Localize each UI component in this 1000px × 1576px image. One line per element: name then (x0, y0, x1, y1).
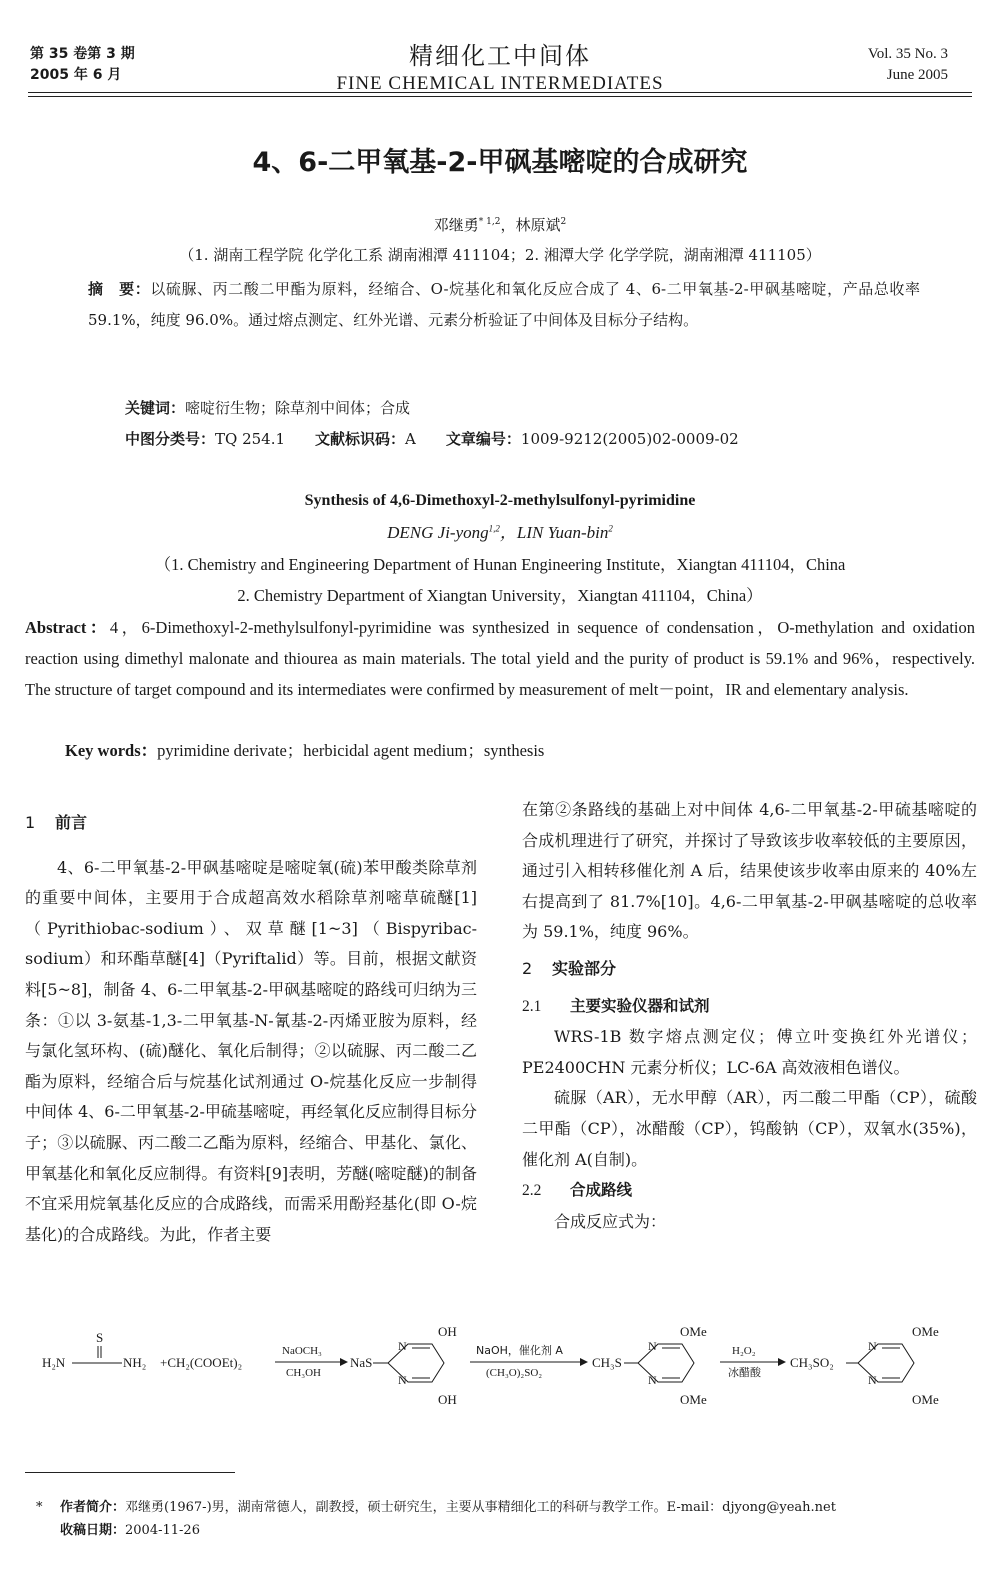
section-2-title: 实验部分 (552, 958, 617, 978)
author-1-en-affil: 1,2 (488, 523, 500, 534)
malonate-reagent: +CH₂(COOEt)₂ (160, 1355, 243, 1370)
reagents-paragraph: 硫脲（AR），无水甲醇（AR），丙二酸二甲酯（CP），硫酸二甲酯（CP），冰醋酸（CP），钨酸钠（CP），双氧水(35%)，催化剂 A(自制)。 (522, 1088, 977, 1169)
reagent-3-bottom: 冰醋酸 (728, 1366, 761, 1379)
reagent-1-bottom: CH₃OH (286, 1367, 322, 1379)
header-rule (28, 92, 972, 93)
section-1-paragraph: 4、6-二甲氧基-2-甲砜基嘧啶是嘧啶氧(硫)苯甲酸类除草剂的重要中间体，主要用于合成超高效水稻除草剂嘧草硫醚[1]（Pyrithiobac-sodium）、双草醚[1~3]（Bispyribac-sodium）和环酯草醚[4]（Pyriftalid）等。目前，根据文献资料[5~8]，制备 4、6-二甲氧基-2-甲砜基嘧啶的路线可归纳为三条：①以 3-氨基-1,3-二甲氧基-N-氰基-2-丙烯亚胺为原料，经与氯化氢环构、(硫)醚化、氧化后制得；②以硫脲、丙二酸二乙酯为原料，经缩合后与烷基化试剂通过 O-烷基化反应一步制得中间体 4、6-二甲氧基-2-甲硫基嘧啶，再经氧化反应制得目标分子；③以硫脲、丙二酸二乙酯为原料，经缩合、甲基化、氯化、甲氧基化和氧化反应制得。有资料[9]表明，芳醚(嘧啶醚)的制备不宜采用烷氧基化反应的合成路线，而需采用酚羟基化(即 O-烷基化)的合成路线。为此，作者主要 (25, 857, 477, 1244)
route-intro-paragraph: 合成反应式为： (554, 1211, 667, 1231)
keywords-cn-label: 关键词： (125, 399, 186, 417)
clc-value: TQ 254.1 (215, 430, 286, 448)
reaction-arrow-1-head (340, 1358, 348, 1366)
intermediate-2-bottom-group: OMe (680, 1392, 707, 1407)
subsection-2-2-heading (522, 1175, 977, 1207)
abstract-cn-text: 以硫脲、丙二酸二甲酯为原料，经缩合、O-烷基化和氧化反应合成了 4、6-二甲氧基-2-甲砜基嘧啶，产品总收率 59.1%，纯度 96.0%。通过熔点测定、红外光谱、元素分析验证了中间体及目标分子结构。 (88, 280, 920, 329)
instruments-paragraph: WRS-1B 数字熔点测定仪；傅立叶变换红外光谱仪；PE2400CHN 元素分析仪；LC-6A 高效液相色谱仪。 (522, 1027, 977, 1077)
volume-en: Vol. 35 No. 3 (867, 46, 948, 62)
keywords-en (65, 737, 544, 761)
authors-en (0, 518, 1000, 543)
header-right (868, 44, 948, 86)
affiliation-cn: （1. 湖南工程学院 化学化工系 湖南湘潭 411104；2. 湘潭大学 化学学院，湖南湘潭 411105） (179, 246, 821, 264)
abstract-en-text: 4，6-Dimethoxyl-2-methylsulfonyl-pyrimidine was synthesized in sequence of condensation，O-methylation and oxidation reaction using dimethyl malonate and thiourea as main materials. The total yield and the purity of product is 59.1% and 96%，respectively. The structure of target compound and its intermediates were confirmed by measurement of melt－point，IR and elementary analysis. (25, 618, 975, 699)
date-cn: 2005 年 6 月 (30, 67, 122, 83)
footnote-rule (25, 1472, 235, 1473)
section-1-heading (25, 808, 477, 839)
articleno-label: 文章编号： (445, 430, 521, 448)
author-2-cn: ，林原斌 (500, 216, 561, 234)
product-top-group: OMe (912, 1324, 939, 1339)
affiliation-en-2: 2. Chemistry Department of Xiangtan University，Xiangtan 411104，China） (237, 586, 763, 605)
keywords-cn (125, 397, 410, 418)
subsection-2-2-number: 2.2 (522, 1182, 542, 1200)
product-ring-n-top: N (868, 1339, 877, 1353)
header-left (30, 44, 135, 86)
keywords-cn-text: 嘧啶衍生物；除草剂中间体；合成 (185, 399, 411, 417)
doccode-value: A (405, 430, 416, 448)
product-ring (846, 1344, 914, 1382)
section-1-title: 前言 (55, 813, 88, 832)
classification-line (125, 428, 739, 449)
subsection-2-2-title: 合成路线 (570, 1180, 633, 1200)
received-date-label: 收稿日期： (60, 1523, 126, 1538)
abstract-en-label: Abstract： (25, 618, 110, 637)
section-2-number: 2 (522, 958, 533, 978)
intermediate-1-bottom-group: OH (438, 1392, 457, 1407)
reaction-scheme (40, 1322, 980, 1414)
reaction-arrow-3-head (778, 1358, 786, 1366)
received-date (60, 1519, 836, 1542)
intermediate-2-ring-n-bottom: N (648, 1373, 657, 1387)
thiourea-left-amine: H₂N (42, 1355, 66, 1370)
author-bio-text: 邓继勇(1967-)男，湖南常德人，副教授，硕士研究生，主要从事精细化工的科研与教学工作。E-mail：djyong@yeah.net (125, 1500, 836, 1515)
section-1-number: 1 (25, 813, 36, 832)
subsection-2-1-number: 2.1 (522, 997, 542, 1015)
reagent-2-bottom: (CH₃O)₂SO₂ (486, 1367, 543, 1379)
intermediate-1-ring-n-top: N (398, 1339, 407, 1353)
reagent-1-top: NaOCH₃ (282, 1345, 322, 1357)
intermediate-1-ring (373, 1344, 444, 1382)
keywords-en-text: pyrimidine derivate；herbicidal agent medium；synthesis (157, 741, 545, 760)
authors-cn (0, 214, 1000, 235)
author-2-en-affil: 2 (608, 523, 613, 534)
affiliation-en-1: （1. Chemistry and Engineering Department of Hunan Engineering Institute，Xiangtan 411104，China (154, 555, 846, 574)
thiourea-sulfur: S (96, 1330, 104, 1345)
footnote-star: * (36, 1500, 43, 1515)
intermediate-1-top-group: OH (438, 1324, 457, 1339)
section-2-heading (522, 954, 977, 985)
paper-title-en: Synthesis of 4,6-Dimethoxyl-2-methylsulfonyl-pyrimidine (304, 492, 696, 509)
abstract-en (25, 612, 975, 705)
intermediate-2-prefix: CH₃S (592, 1355, 622, 1370)
author-1-cn: 邓继勇 (433, 216, 479, 234)
reagent-2-top: NaOH，催化剂 A (476, 1344, 563, 1357)
thiourea-right-amine: NH₂ (123, 1355, 147, 1370)
body-column-right (522, 795, 977, 1237)
author-2-en: ，LIN Yuan-bin (499, 523, 609, 542)
header-center (250, 36, 750, 95)
articleno-value: 1009-9212(2005)02-0009-02 (520, 430, 739, 448)
intermediate-2-top-group: OMe (680, 1324, 707, 1339)
reagent-3-top: H₂O₂ (732, 1345, 756, 1357)
reaction-arrow-2-head (580, 1358, 588, 1366)
subsection-2-1-heading (522, 991, 977, 1023)
abstract-cn-label: 摘 要： (88, 280, 151, 298)
author-bio (60, 1496, 836, 1519)
keywords-en-label: Key words： (65, 741, 158, 760)
subsection-2-1-title: 主要实验仪器和试剂 (570, 995, 710, 1015)
section-1-paragraph-continued: 在第②条路线的基础上对中间体 4,6-二甲氧基-2-甲硫基嘧啶的合成机理进行了研究，并探讨了导致该步收率较低的主要原因，通过引入相转移催化剂 A 后，结果使该步收率由原来的 40%左右提高到了 81.7%[10]。4,6-二甲氧基-2-甲砜基嘧啶的总收率为 59.1%，纯度 96%。 (522, 800, 977, 942)
date-en: June 2005 (886, 67, 948, 83)
doccode-label: 文献标识码： (315, 430, 406, 448)
author-1-en: DENG Ji-yong (387, 523, 489, 542)
journal-title-cn: 精细化工中间体 (409, 42, 591, 70)
paper-title-cn: 4、6-二甲氧基-2-甲砜基嘧啶的合成研究 (252, 147, 748, 178)
body-column-left (25, 808, 477, 1250)
product-ring-n-bottom: N (868, 1373, 877, 1387)
journal-title-en: FINE CHEMICAL INTERMEDIATES (336, 73, 664, 94)
received-date-value: 2004-11-26 (125, 1523, 200, 1538)
intermediate-2-ring-n-top: N (648, 1339, 657, 1353)
product-bottom-group: OMe (912, 1392, 939, 1407)
product-prefix: CH₃SO₂ (790, 1355, 834, 1370)
intermediate-1-ring-n-bottom: N (398, 1373, 407, 1387)
header-rule-thin (28, 96, 972, 97)
author-1-cn-affil: * 1,2 (478, 217, 501, 227)
footnote (36, 1496, 836, 1542)
intermediate-2-ring (624, 1344, 694, 1382)
volume-cn: 第 35 卷第 3 期 (30, 46, 135, 62)
author-2-cn-affil: 2 (560, 217, 567, 227)
clc-label: 中图分类号： (125, 430, 216, 448)
intermediate-1-prefix: NaS (350, 1355, 373, 1370)
abstract-cn (88, 274, 920, 336)
author-bio-label: 作者简介： (60, 1500, 126, 1515)
